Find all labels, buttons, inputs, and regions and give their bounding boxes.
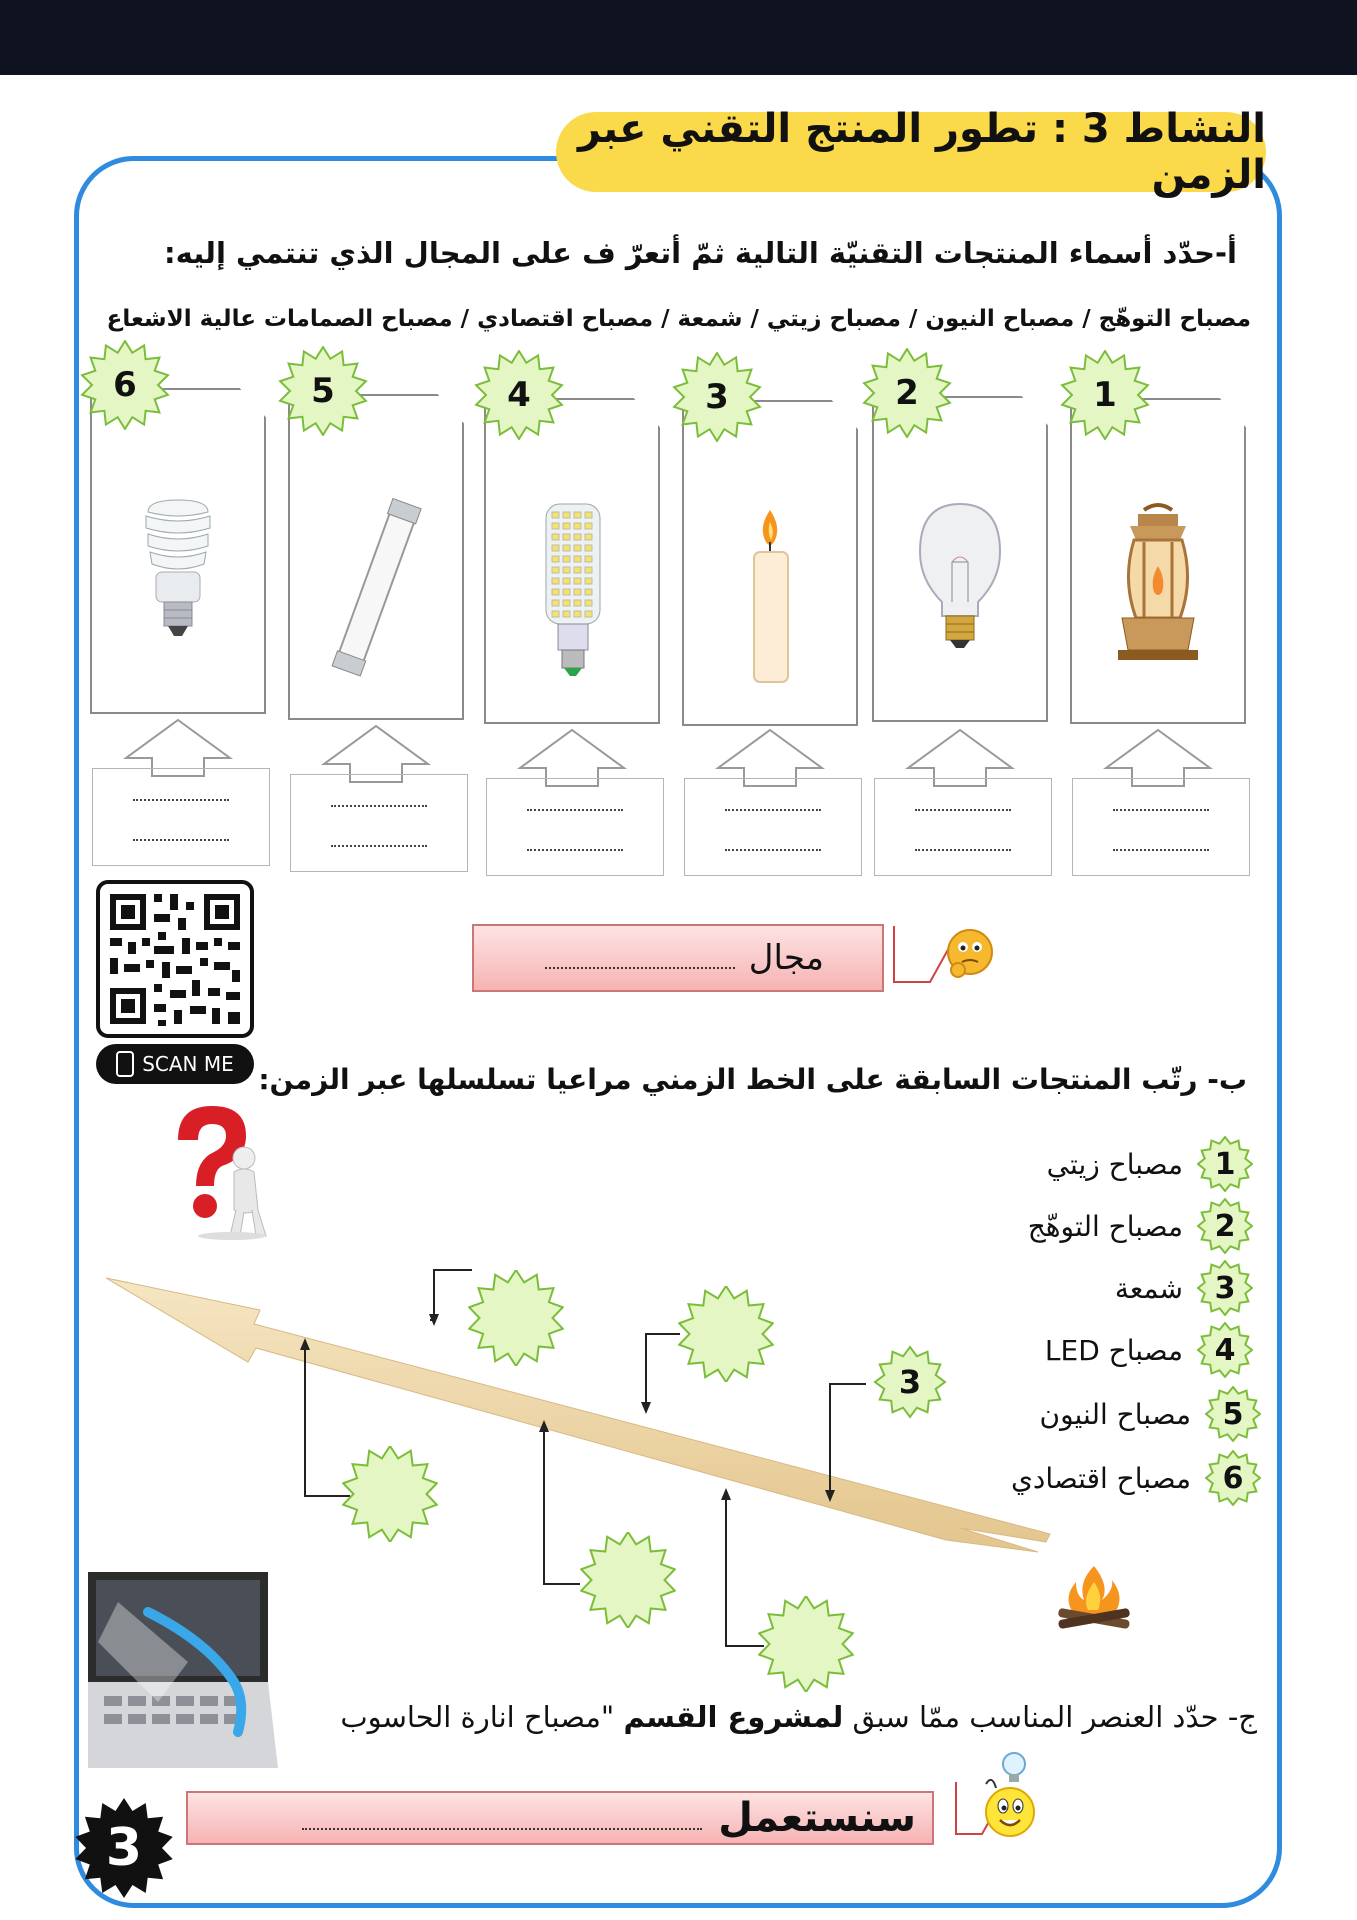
answer-line[interactable] bbox=[331, 845, 427, 847]
item-number-badge bbox=[1205, 1386, 1261, 1442]
item-number: 4 bbox=[1214, 1332, 1236, 1368]
product-card bbox=[1070, 398, 1246, 724]
answer-line[interactable] bbox=[527, 849, 623, 851]
card-number: 6 bbox=[113, 365, 137, 405]
timeline-slot-number: 3 bbox=[898, 1363, 922, 1401]
scan-me-label: SCAN ME bbox=[142, 1052, 234, 1076]
part-c-text-bold: لمشروع القسم bbox=[623, 1700, 844, 1734]
use-label: سنستعمل bbox=[718, 1795, 916, 1841]
green-star-icon bbox=[468, 1270, 564, 1366]
item-number: 3 bbox=[1214, 1270, 1236, 1306]
answer-line[interactable] bbox=[133, 839, 229, 841]
item-number: 5 bbox=[1222, 1396, 1244, 1432]
answer-line[interactable] bbox=[527, 809, 623, 811]
item-label: مصباح LED bbox=[1044, 1333, 1183, 1367]
product-names-list: مصباح التوهّج / مصباح النيون / مصباح زيتي / شمعة / مصباح اقتصادي / مصباح الصمامات عالية الاشعاع bbox=[106, 306, 1251, 332]
card-number: 1 bbox=[1093, 375, 1117, 415]
led-corn-bulb-icon bbox=[506, 500, 638, 690]
incandescent-bulb-icon bbox=[894, 498, 1026, 688]
timeline-slot[interactable] bbox=[678, 1286, 774, 1382]
card-answer-box[interactable] bbox=[486, 778, 664, 876]
scan-me-button[interactable] bbox=[96, 1044, 254, 1084]
item-number-badge bbox=[1197, 1136, 1253, 1192]
item-label: مصباح اقتصادي bbox=[1010, 1461, 1191, 1495]
product-card bbox=[90, 388, 266, 714]
answer-line[interactable] bbox=[1113, 809, 1209, 811]
item-number-badge bbox=[1197, 1198, 1253, 1254]
card-number-badge bbox=[474, 350, 564, 440]
item-label: مصباح النيون bbox=[1039, 1397, 1191, 1431]
phone-icon bbox=[116, 1051, 134, 1077]
field-answer-box[interactable] bbox=[472, 924, 884, 992]
product-card bbox=[288, 394, 464, 720]
answer-line[interactable] bbox=[725, 849, 821, 851]
answer-line[interactable] bbox=[915, 849, 1011, 851]
page-number: 3 bbox=[105, 1818, 143, 1878]
answer-line[interactable] bbox=[331, 805, 427, 807]
card-answer-box[interactable] bbox=[1072, 778, 1250, 876]
page-number-badge bbox=[74, 1798, 174, 1898]
part-b-instruction: ب- رتّب المنتجات السابقة على الخط الزمني مراعيا تسلسلها عبر الزمن: bbox=[258, 1063, 1247, 1096]
item-number: 6 bbox=[1222, 1460, 1244, 1496]
idea-emoji-icon bbox=[952, 1744, 1044, 1844]
campfire-icon bbox=[1052, 1560, 1136, 1636]
answer-line[interactable] bbox=[133, 799, 229, 801]
product-card bbox=[872, 396, 1048, 722]
item-label: مصباح التوهّج bbox=[1027, 1209, 1183, 1243]
chronology-item bbox=[1028, 1196, 1253, 1256]
field-answer-line[interactable] bbox=[545, 967, 735, 969]
qr-code-icon[interactable] bbox=[96, 880, 254, 1038]
green-star-icon bbox=[678, 1286, 774, 1382]
card-number-badge bbox=[278, 346, 368, 436]
item-label: شمعة bbox=[1114, 1271, 1183, 1305]
card-answer-box[interactable] bbox=[290, 774, 468, 872]
item-label: مصباح زيتي bbox=[1046, 1147, 1183, 1181]
timeline-slot[interactable] bbox=[342, 1446, 438, 1542]
answer-line[interactable] bbox=[915, 809, 1011, 811]
use-answer-line[interactable] bbox=[302, 1828, 702, 1830]
card-number: 2 bbox=[895, 373, 919, 413]
answer-line[interactable] bbox=[725, 809, 821, 811]
green-star-icon bbox=[342, 1446, 438, 1542]
part-a-instruction: أ-حدّد أسماء المنتجات التقنيّة التالية ثمّ أتعرّ ف على المجال الذي تنتمي إليه: bbox=[164, 236, 1237, 270]
part-c-text-start: ج- حدّد العنصر المناسب ممّا سبق bbox=[843, 1700, 1257, 1734]
activity-title: النشاط 3 : تطور المنتج التقني عبر الزمن bbox=[556, 112, 1266, 192]
product-card bbox=[682, 400, 858, 726]
card-answer-box[interactable] bbox=[92, 768, 270, 866]
use-answer-box[interactable] bbox=[186, 1791, 934, 1845]
green-star-icon bbox=[580, 1532, 676, 1628]
timeline-slot[interactable] bbox=[580, 1532, 676, 1628]
answer-line[interactable] bbox=[1113, 849, 1209, 851]
timeline-slot[interactable] bbox=[468, 1270, 564, 1366]
chronology-item bbox=[1040, 1384, 1261, 1444]
part-c-text-end: "مصباح انارة الحاسوب bbox=[340, 1700, 624, 1734]
laptop-usb-lamp-icon bbox=[88, 1572, 278, 1768]
card-answer-box[interactable] bbox=[874, 778, 1052, 876]
card-number-badge bbox=[862, 348, 952, 438]
card-number-badge bbox=[80, 340, 170, 430]
card-number: 4 bbox=[507, 375, 531, 415]
timeline-slot[interactable] bbox=[758, 1596, 854, 1692]
chronology-item bbox=[1047, 1134, 1253, 1194]
item-number-badge bbox=[1205, 1450, 1261, 1506]
card-number: 3 bbox=[705, 377, 729, 417]
card-number-badge bbox=[1060, 350, 1150, 440]
item-number-badge bbox=[1197, 1322, 1253, 1378]
fluorescent-tube-icon bbox=[310, 496, 442, 686]
card-number: 5 bbox=[311, 371, 335, 411]
oil-lantern-icon bbox=[1092, 500, 1224, 690]
thinking-emoji-icon bbox=[888, 916, 1008, 996]
timeline-slot-filled[interactable] bbox=[862, 1334, 958, 1430]
item-number-badge bbox=[1197, 1260, 1253, 1316]
item-number: 2 bbox=[1214, 1208, 1236, 1244]
card-number-badge bbox=[672, 352, 762, 442]
part-c-instruction bbox=[340, 1700, 1257, 1734]
chronology-item bbox=[1045, 1320, 1253, 1380]
chronology-item bbox=[1115, 1258, 1253, 1318]
product-card bbox=[484, 398, 660, 724]
green-star-icon bbox=[758, 1596, 854, 1692]
field-label: مجال bbox=[748, 938, 824, 978]
compact-fluorescent-bulb-icon bbox=[112, 490, 244, 680]
item-number: 1 bbox=[1214, 1146, 1236, 1182]
candle-icon bbox=[704, 502, 836, 692]
card-answer-box[interactable] bbox=[684, 778, 862, 876]
question-mark-figure-icon bbox=[160, 1100, 270, 1240]
top-bar bbox=[0, 0, 1357, 75]
